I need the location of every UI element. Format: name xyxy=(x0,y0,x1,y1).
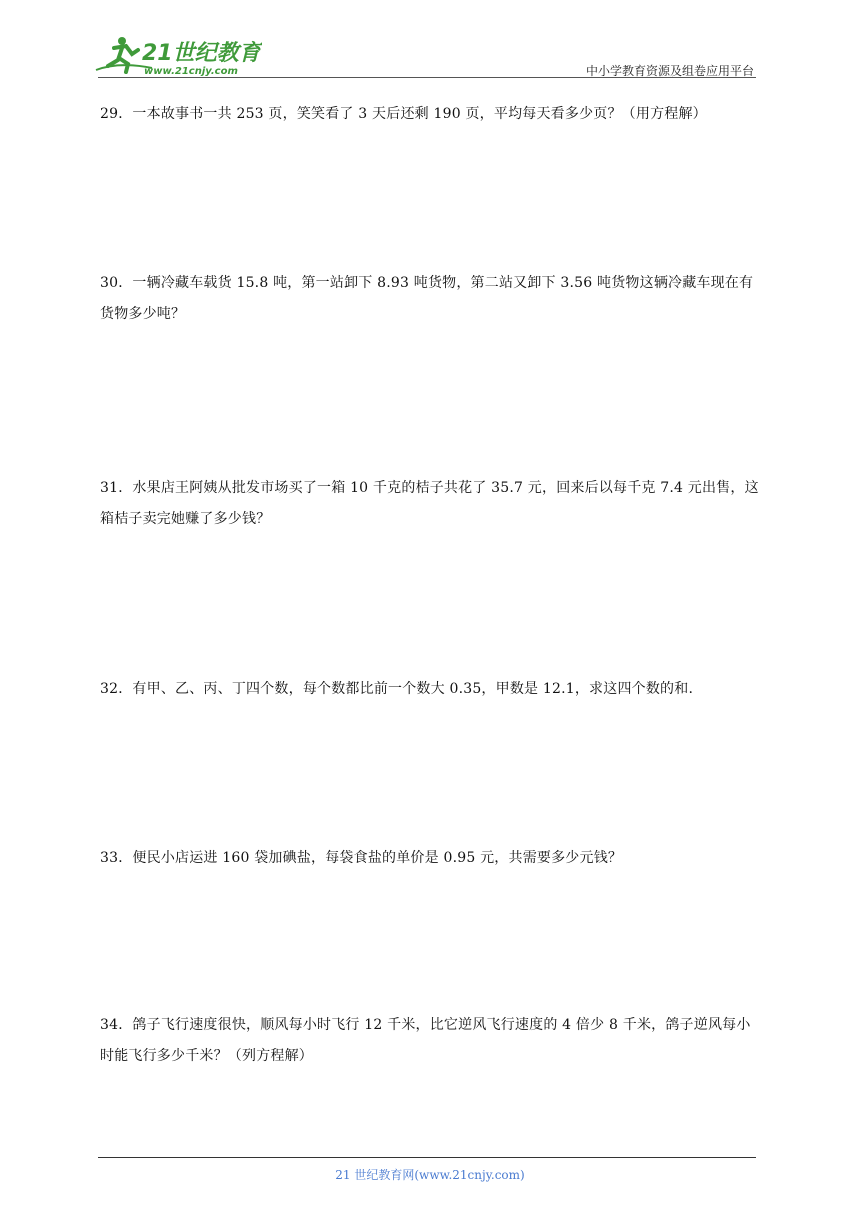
page-header xyxy=(0,0,860,80)
question-33 xyxy=(100,843,764,874)
header-divider xyxy=(98,77,756,78)
logo-wordmark: 21世纪教育 xyxy=(142,41,261,66)
footer-divider xyxy=(98,1157,756,1158)
footer-link[interactable]: 21 世纪教育网(www.21cnjy.com) xyxy=(335,1168,525,1182)
question-text: 31．水果店王阿姨从批发市场买了一箱 10 千克的桔子共花了 35.7 元，回来后以每千克 7.4 元出售，这箱桔子卖完她赚了多少钱？ xyxy=(100,480,759,527)
question-29 xyxy=(100,99,764,130)
question-34 xyxy=(100,1010,764,1072)
question-30 xyxy=(100,268,764,330)
runner-logo-icon xyxy=(92,34,262,78)
site-logo xyxy=(92,34,262,78)
question-32 xyxy=(100,674,764,705)
logo-url: www.21cnjy.com xyxy=(144,66,238,77)
question-text: 34．鸽子飞行速度很快，顺风每小时飞行 12 千米，比它逆风飞行速度的 4 倍少 8 千米，鸽子逆风每小时能飞行多少千米？（列方程解） xyxy=(100,1017,751,1064)
platform-label: 中小学教育资源及组卷应用平台 xyxy=(585,64,754,78)
question-text: 30．一辆冷藏车载货 15.8 吨，第一站卸下 8.93 吨货物，第二站又卸下 3.56 吨货物这辆冷藏车现在有货物多少吨？ xyxy=(100,275,754,322)
question-text: 32．有甲、乙、丙、丁四个数，每个数都比前一个数大 0.35，甲数是 12.1，求这四个数的和. xyxy=(100,681,694,697)
question-text: 29．一本故事书一共 253 页，笑笑看了 3 天后还剩 190 页，平均每天看多少页？（用方程解） xyxy=(100,106,707,122)
question-text: 33．便民小店运进 160 袋加碘盐，每袋食盐的单价是 0.95 元，共需要多少元钱？ xyxy=(100,850,623,866)
question-31 xyxy=(100,473,764,535)
